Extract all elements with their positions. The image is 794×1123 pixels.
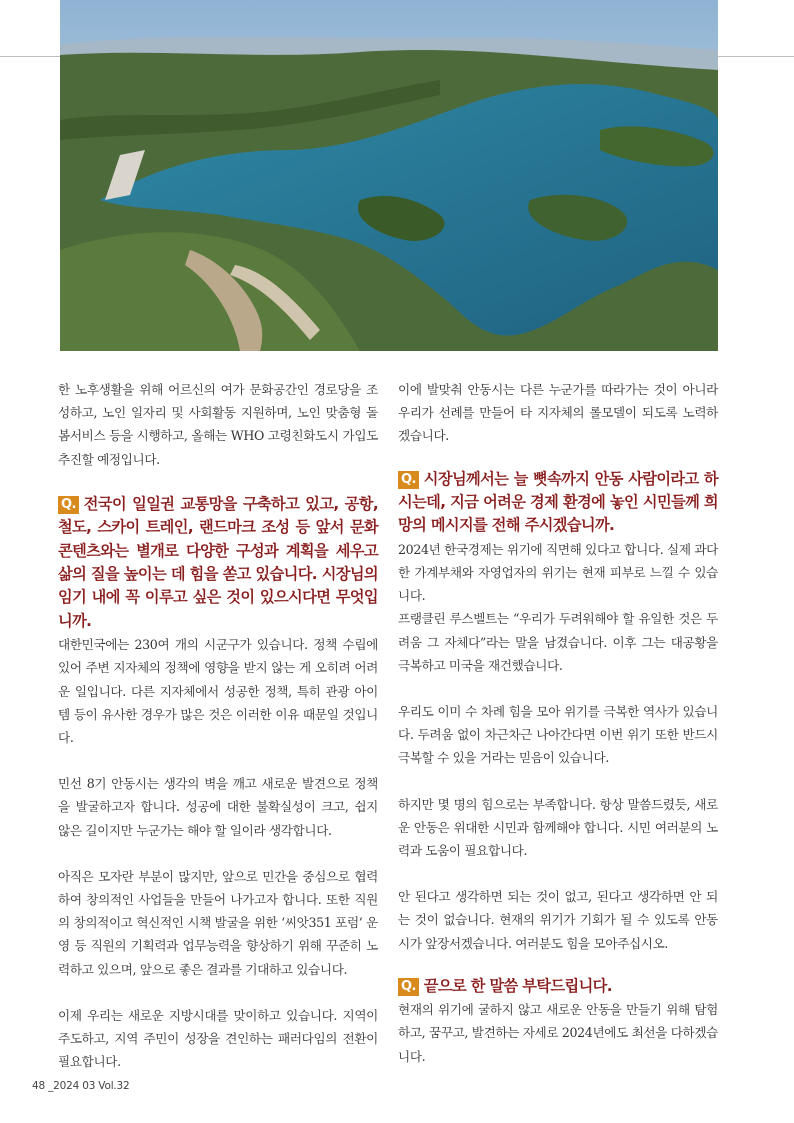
question-badge: Q. — [58, 496, 79, 514]
header-rule-right — [718, 56, 794, 57]
page-footer: 48 _2024 03 Vol.32 — [32, 1080, 130, 1092]
question-1-text: 전국이 일일권 교통망을 구축하고 있고, 공항, 철도, 스카이 트레인, 랜드마크 조성 등 앞서 문화 콘텐츠와는 별개로 다양한 구성과 계획을 세우고 삶의 질을 높이는 데 힘을 쏟고 있습니다. 시장님의 임기 내에 꼭 이루고 싶은 것이 있으시다면 무엇입니까. — [58, 494, 378, 630]
answer-1-paragraph-1: 대한민국에는 230여 개의 시군구가 있습니다. 정책 수립에 있어 주변 지자체의 정책에 영향을 받지 않는 게 오히려 어려운 일입니다. 다른 지자체에서 성공한 정책, 특히 관광 아이템 등이 유사한 경우가 많은 것은 이러한 이유 때문일 것입니다. — [58, 637, 378, 746]
question-3 — [398, 975, 718, 998]
question-2 — [398, 468, 718, 538]
answer-2-paragraph-4: 안 된다고 생각하면 되는 것이 없고, 된다고 생각하면 안 되는 것이 없습니다. 현재의 위기가 기회가 될 수 있도록 안동시가 앞장서겠습니다. 여러분도 힘을 모아주십시오. — [398, 889, 718, 951]
question-badge: Q. — [398, 471, 419, 489]
question-3-text: 끝으로 한 말씀 부탁드립니다. — [423, 976, 612, 995]
answer-2-paragraph-1: 2024년 한국경제는 위기에 직면해 있다고 합니다. 실제 과다한 가계부채와 자영업자의 위기는 현재 피부로 느낄 수 있습니다. — [398, 541, 718, 604]
right-column — [398, 378, 718, 1068]
answer-3-paragraph-1: 현재의 위기에 굴하지 않고 새로운 안동을 만들기 위해 탐험하고, 꿈꾸고, 발견하는 자세로 2024년에도 최선을 다하겠습니다. — [398, 1002, 718, 1064]
lake-landscape-illustration — [60, 0, 718, 351]
header-rule-left — [0, 56, 60, 57]
answer-1-paragraph-2: 민선 8기 안동시는 생각의 벽을 깨고 새로운 발견으로 정책을 발굴하고자 합니다. 성공에 대한 불확실성이 크고, 쉽지 않은 길이지만 누군가는 해야 할 일이라 생각합니다. — [58, 776, 378, 838]
answer-1-paragraph-4: 이제 우리는 새로운 지방시대를 맞이하고 있습니다. 지역이 주도하고, 지역 주민이 성장을 견인하는 패러다임의 전환이 필요합니다. — [58, 1007, 378, 1070]
answer-1-paragraph-5: 이에 발맞춰 안동시는 다른 누군가를 따라가는 것이 아니라 우리가 선례를 만들어 타 지자체의 롤모델이 되도록 노력하겠습니다. — [398, 382, 718, 444]
question-2-text: 시장님께서는 늘 뼛속까지 안동 사람이라고 하시는데, 지금 어려운 경제 환경에 놓인 시민들께 희망의 메시지를 전해 주시겠습니까. — [398, 469, 718, 535]
intro-paragraph: 한 노후생활을 위해 어르신의 여가 문화공간인 경로당을 조성하고, 노인 일자리 및 사회활동 지원하며, 노인 맞춤형 돌봄서비스 등을 시행하고, 올해는 WHO 고령친화도시 가입도 추진할 예정입니다. — [58, 382, 378, 467]
answer-1-paragraph-3: 아직은 모자란 부분이 많지만, 앞으로 민간을 중심으로 협력하여 창의적인 사업들을 만들어 나가고자 합니다. 또한 직원의 창의적이고 혁신적인 시책 발굴을 위한 ‘씨앗351 포럼’ 운영 등 직원의 기획력과 업무능력을 향상하기 위해 꾸준히 노력하고 있으며, 앞으로 좋은 결과를 기대하고 있습니다. — [58, 868, 378, 977]
answer-2-paragraph-3: 하지만 몇 명의 힘으로는 부족합니다. 항상 말씀드렸듯, 새로운 안동은 위대한 시민과 함께해야 합니다. 시민 여러분의 노력과 도움이 필요합니다. — [398, 796, 718, 859]
left-column — [58, 378, 378, 1074]
question-1 — [58, 493, 378, 633]
answer-2-paragraph-1b: 프랭클린 루스벨트는 “우리가 두려워해야 할 유일한 것은 두려움 그 자체다”라는 말을 남겼습니다. 이후 그는 대공황을 극복하고 미국을 재건했습니다. — [398, 611, 718, 673]
answer-2-paragraph-2: 우리도 이미 수 차례 힘을 모아 위기를 극복한 역사가 있습니다. 두려움 없이 차근차근 나아간다면 이번 위기 또한 반드시 극복할 수 있을 거라는 믿음이 있습니다. — [398, 704, 718, 766]
lake-aerial-photo — [60, 0, 718, 351]
question-badge: Q. — [398, 978, 419, 996]
